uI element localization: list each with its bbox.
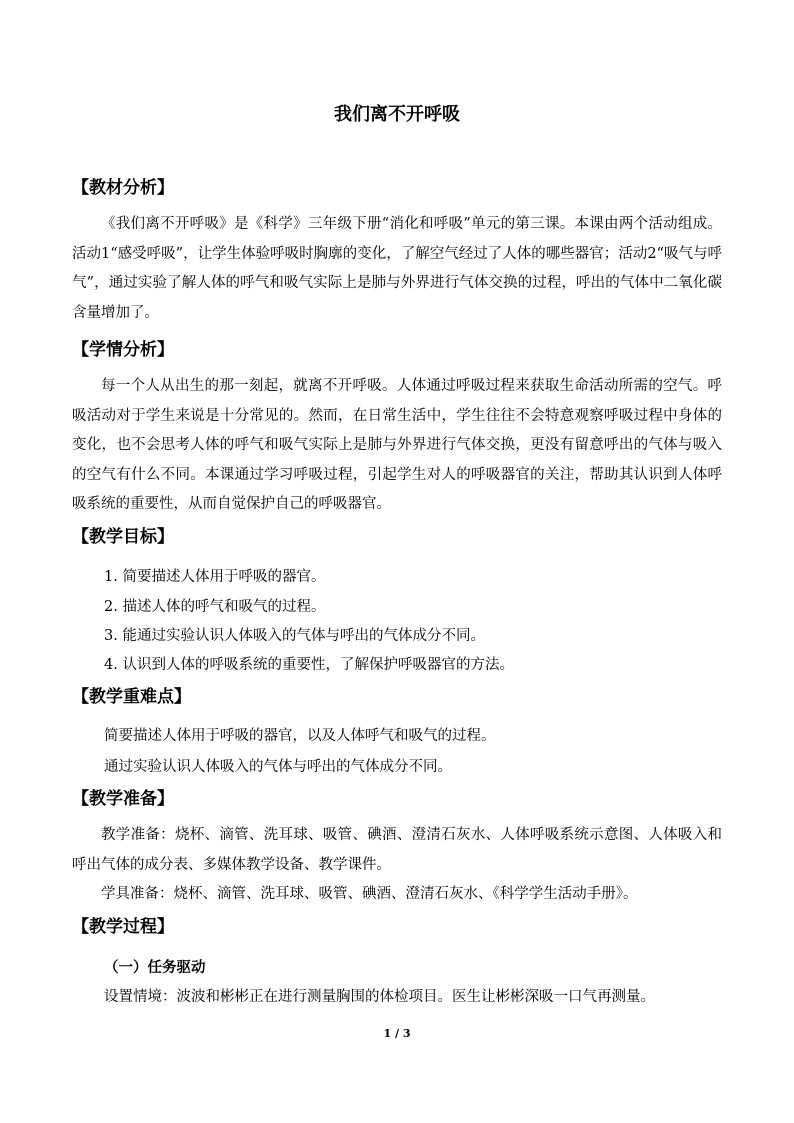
objective-item: 1. 简要描述人体用于呼吸的器官。 bbox=[104, 569, 326, 585]
heading-textbook-analysis: 【教材分析】 bbox=[72, 178, 174, 198]
key-point-item: 简要描述人体用于呼吸的器官，以及人体呼气和吸气的过程。 bbox=[104, 728, 496, 744]
heading-key-points: 【教学重难点】 bbox=[72, 687, 191, 707]
paragraph-student-analysis: 每一个人从出生的那一刻起，就离不开呼吸。人体通过呼吸过程来获取生命活动所需的空气。呼吸活动对于学生来说是十分常见的。然而，在日常生活中，学生往往不会特意观察呼吸过程中身体的变化，也不会思考人体的呼气和吸气实际上是肺与外界进行气体交换，更没有留意呼出的气体与吸入的空气有什么不同。本课通过学习呼吸过程，引起学生对人的呼吸器官的关注，帮助其认识到人体呼吸系统的重要性，从而自觉保护自己的呼吸器官。 bbox=[72, 378, 722, 512]
page-number: 1 / 3 bbox=[383, 1027, 411, 1040]
key-point-item: 通过实验认识人体吸入的气体与呼出的气体成分不同。 bbox=[104, 759, 452, 775]
heading-objectives: 【教学目标】 bbox=[72, 527, 174, 547]
objective-item: 4. 认识到人体的呼吸系统的重要性，了解保护呼吸器官的方法。 bbox=[104, 657, 514, 673]
heading-process: 【教学过程】 bbox=[72, 917, 174, 937]
paragraph-scenario: 设置情境：波波和彬彬正在进行测量胸围的体检项目。医生让彬彬深吸一口气再测量。 bbox=[104, 989, 655, 1005]
document-title: 我们离不开呼吸 bbox=[334, 104, 460, 125]
heading-preparation: 【教学准备】 bbox=[72, 789, 174, 809]
subheading-task-driven: （一）任务驱动 bbox=[104, 960, 206, 976]
objective-item: 3. 能通过实验认识人体吸入的气体与呼出的气体成分不同。 bbox=[104, 628, 485, 644]
document-page bbox=[72, 0, 722, 1123]
paragraph-teacher-preparation: 教学准备：烧杯、滴管、洗耳球、吸管、碘酒、澄清石灰水、人体呼吸系统示意图、人体吸入和呼出气体的成分表、多媒体教学设备、教学课件。 bbox=[72, 827, 722, 873]
paragraph-textbook-analysis: 《我们离不开呼吸》是《科学》三年级下册“消化和呼吸”单元的第三课。本课由两个活动组成。活动1“感受呼吸”，让学生体验呼吸时胸廓的变化，了解空气经过了人体的哪些器官；活动2“吸气与呼气”，通过实验了解人体的呼气和吸气实际上是肺与外界进行气体交换的过程，呼出的气体中二氧化碳含量增加了。 bbox=[72, 216, 722, 321]
paragraph-student-preparation: 学具准备：烧杯、滴管、洗耳球、吸管、碘酒、澄清石灰水、《科学学生活动手册》。 bbox=[101, 886, 638, 902]
heading-student-analysis: 【学情分析】 bbox=[72, 340, 174, 360]
objective-item: 2. 描述人体的呼气和吸气的过程。 bbox=[104, 599, 326, 615]
